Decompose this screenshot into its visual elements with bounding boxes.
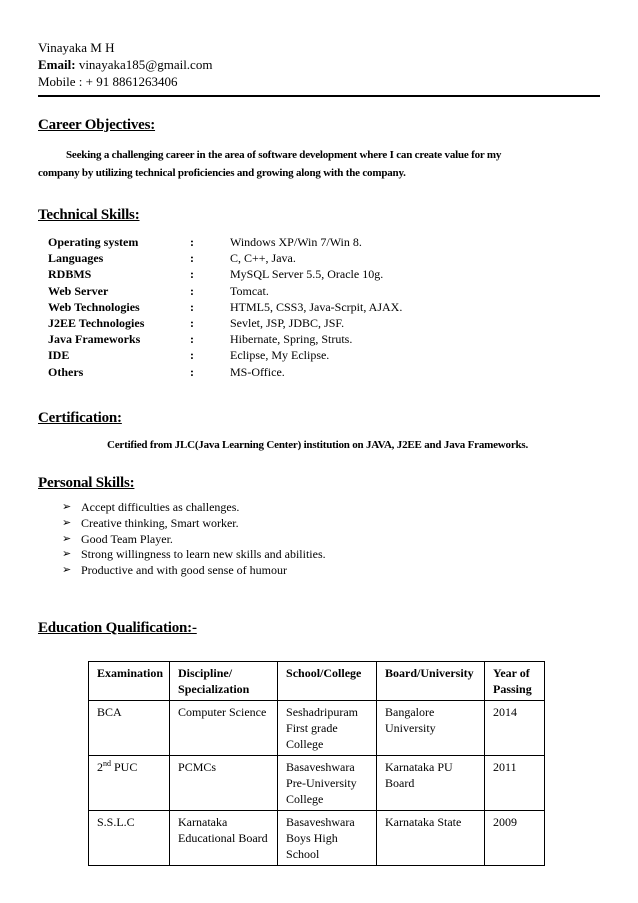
email-label: Email: [38, 57, 76, 72]
header-board: Board/University [377, 662, 485, 701]
list-item [62, 516, 326, 532]
skill-value: Eclipse, My Eclipse. [230, 348, 330, 363]
skill-separator: : [190, 348, 194, 363]
personal-skills-list [62, 500, 326, 579]
cell-board: Bangalore University [377, 701, 485, 756]
skill-row [48, 266, 402, 282]
skill-value: HTML5, CSS3, Java-Scrpit, AJAX. [230, 299, 403, 314]
skill-row [48, 331, 402, 347]
cell-discipline: PCMCs [170, 756, 278, 811]
education-table [88, 661, 545, 866]
certification-text: Certified from JLC(Java Learning Center) institution on JAVA, J2EE and Java Frameworks. [107, 439, 529, 451]
header-divider [38, 95, 600, 97]
skill-row [48, 347, 402, 363]
header-discipline: Discipline/ Specialization [170, 662, 278, 701]
career-line-1: Seeking a challenging career in the area of software development where I can create value for my [66, 149, 502, 161]
cell-school: Basaveshwara Boys High School [278, 811, 377, 866]
skill-separator: : [190, 267, 194, 282]
skill-label: Web Server [48, 283, 109, 298]
skill-row [48, 364, 402, 380]
cell-examination [89, 756, 170, 811]
arrow-bullet-icon: ➢ [62, 532, 72, 545]
cell-board: Karnataka PU Board [377, 756, 485, 811]
skill-separator: : [190, 364, 194, 379]
career-line-2: company by utilizing technical proficiencies and growing along with the company. [38, 167, 406, 179]
cell-discipline: Karnataka Educational Board [170, 811, 278, 866]
exam-text: 2 [97, 760, 103, 774]
skill-row [48, 250, 402, 266]
cell-school: Basaveshwara Pre-University College [278, 756, 377, 811]
arrow-bullet-icon: ➢ [62, 548, 72, 561]
list-item-text: Creative thinking, Smart worker. [81, 515, 239, 530]
arrow-bullet-icon: ➢ [62, 501, 72, 513]
skill-row [48, 234, 402, 250]
skill-row [48, 283, 402, 299]
candidate-name: Vinayaka M H [38, 40, 115, 55]
header-examination: Examination [89, 662, 170, 701]
cell-discipline: Computer Science [170, 701, 278, 756]
cell-board: Karnataka State [377, 811, 485, 866]
cell-examination [89, 701, 170, 756]
skill-label: Operating system [48, 235, 139, 249]
cell-year: 2011 [485, 756, 545, 811]
skill-row [48, 315, 402, 331]
skill-label: Web Technologies [48, 299, 140, 314]
cell-examination [89, 811, 170, 866]
skill-value: MS-Office. [230, 364, 285, 379]
arrow-bullet-icon: ➢ [62, 564, 72, 577]
email-line [38, 56, 212, 73]
mobile-line [38, 73, 212, 90]
skill-separator: : [190, 251, 194, 266]
skill-value: Windows XP/Win 7/Win 8. [230, 235, 362, 249]
exam-rest: PUC [111, 760, 138, 774]
mobile-label: Mobile : [38, 74, 83, 89]
email-value: vinayaka185@gmail.com [78, 57, 213, 72]
skill-row [48, 299, 402, 315]
skill-label: Languages [48, 251, 104, 266]
skill-label: Java Frameworks [48, 332, 141, 347]
skill-value: Tomcat. [230, 283, 269, 298]
skill-separator: : [190, 299, 194, 314]
skill-value: Sevlet, JSP, JDBC, JSF. [230, 316, 345, 331]
list-item [62, 547, 326, 563]
skill-label: IDE [48, 348, 70, 363]
table-row [89, 701, 545, 756]
list-item [62, 500, 326, 516]
exam-sup: nd [103, 759, 111, 768]
mobile-value: + 91 8861263406 [85, 74, 178, 89]
contact-block [38, 39, 212, 90]
skill-label: RDBMS [48, 267, 92, 282]
skill-value: MySQL Server 5.5, Oracle 10g. [230, 267, 384, 282]
skill-separator: : [190, 316, 194, 331]
technical-heading: Technical Skills: [38, 207, 140, 223]
skill-value: C, C++, Java. [230, 251, 296, 266]
cell-school: Seshadripuram First grade College [278, 701, 377, 756]
list-item-text: Productive and with good sense of humour [81, 563, 287, 578]
skill-label: J2EE Technologies [48, 316, 145, 331]
list-item [62, 532, 326, 548]
arrow-bullet-icon: ➢ [62, 516, 72, 529]
list-item-text: Accept difficulties as challenges. [81, 500, 240, 514]
education-heading: Education Qualification:- [38, 620, 197, 636]
cell-year: 2009 [485, 811, 545, 866]
list-item-text: Good Team Player. [81, 531, 173, 546]
header-year: Year of Passing [485, 662, 545, 701]
personal-heading: Personal Skills: [38, 475, 135, 491]
skill-separator: : [190, 235, 194, 249]
table-row [89, 811, 545, 866]
table-row [89, 756, 545, 811]
list-item-text: Strong willingness to learn new skills and abilities. [81, 547, 326, 562]
career-heading: Career Objectives: [38, 117, 156, 133]
skill-value: Hibernate, Spring, Struts. [230, 332, 353, 347]
skill-separator: : [190, 332, 194, 347]
exam-text: BCA [97, 705, 122, 719]
certification-heading: Certification: [38, 410, 122, 426]
skill-separator: : [190, 283, 194, 298]
header-school: School/College [278, 662, 377, 701]
technical-skills-table [48, 234, 402, 380]
list-item [62, 563, 326, 579]
cell-year: 2014 [485, 701, 545, 756]
education-header-row [89, 662, 545, 701]
exam-text: S.S.L.C [97, 815, 135, 829]
skill-label: Others [48, 364, 84, 379]
